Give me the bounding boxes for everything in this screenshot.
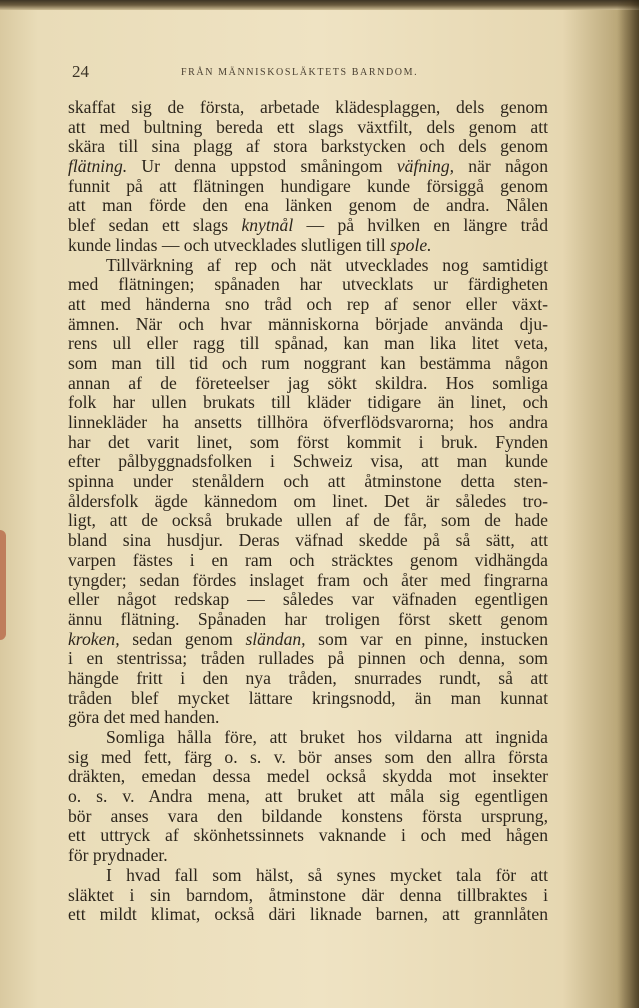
italic-term: väfning, xyxy=(396,156,455,177)
text-line: linnekläder ha ansetts tillhöra öfverflödsvarorna; hos andra xyxy=(68,412,548,432)
text-run: kunde lindas — och utvecklades slutligen till xyxy=(68,234,391,255)
text-line: spinna under stenåldern och att åtminstone detta sten- xyxy=(68,471,548,492)
text-line: efter pålbyggnadsfolken i Schweiz visa, att man kunde xyxy=(68,451,548,472)
text-line: bland sina husdjur. Deras väfnad skedde på så sätt, att xyxy=(68,530,548,551)
text-line: funnit på att flätningen hundigare kunde försiggå genom xyxy=(68,175,548,196)
page-top-edge xyxy=(0,0,639,10)
text-line: med flätningen; spånaden har utvecklats ur färdigheten xyxy=(68,274,548,295)
italic-term: flätning. xyxy=(68,156,128,177)
running-title: FRÅN MÄNNISKOSLÄKTETS BARNDOM. xyxy=(181,66,419,78)
text-line: skaffat sig de första, arbetade klädesplaggen, dels genom xyxy=(68,97,548,117)
text-line: folk har ullen brukats till kläder tidigare än linet, och xyxy=(68,392,548,413)
text-line: åldersfolk ägde kännedom om linet. Det är således tro- xyxy=(68,490,548,511)
text-line: hängde fritt i den nya tråden, snurrades rundt, så att xyxy=(68,667,548,688)
text-run: blef sedan ett slags xyxy=(68,215,242,236)
text-line: skära till sina plagg af stora barkstycken och dels genom xyxy=(68,136,548,157)
text-run: när någon xyxy=(454,156,548,177)
text-line: ligt, att de också brukade ullen af de får, som de hade xyxy=(68,510,548,531)
text-line xyxy=(68,630,548,650)
text-line xyxy=(68,157,548,177)
text-line: sig med fett, färg o. s. v. bör anses som den allra första xyxy=(68,746,548,767)
text-line: göra det med handen. xyxy=(68,707,220,728)
text-line: tråden blef mycket lättare kringsnodd, än man kunnat xyxy=(68,687,548,708)
text-line: o. s. v. Andra mena, att bruket att måla sig egentligen xyxy=(68,786,548,807)
text-line xyxy=(68,216,548,236)
text-line: ett mildt klimat, också däri liknade barnen, att grannlåten xyxy=(68,904,548,925)
italic-term: knytnål xyxy=(241,215,294,236)
italic-term: kroken, xyxy=(68,628,120,649)
text-line: har det varit linet, som först kommit i bruk. Fynden xyxy=(68,431,548,452)
text-line: bör anses vara den bildande konstens första ursprung, xyxy=(68,805,548,826)
text-line: Somliga hålla före, att bruket hos vildarna att ingnida xyxy=(106,727,548,747)
text-run: som var en pinne, instucken xyxy=(305,628,548,649)
text-line: att man förde den ena länken genom de andra. Nålen xyxy=(68,195,548,216)
italic-term: sländan, xyxy=(245,628,306,649)
spine-shadow xyxy=(617,0,639,1008)
text-line: i en stentrissa; tråden rullades på pinnen och denna, som xyxy=(68,648,548,669)
text-line: dräkten, emedan dessa medel också skydda mot insekter xyxy=(68,766,548,787)
text-line: varpen fästes i en ram och sträcktes genom vidhängda xyxy=(68,549,548,570)
text-run: sedan genom xyxy=(119,628,246,649)
text-run: Ur denna uppstod småningom xyxy=(127,156,397,177)
text-line: att med bultning bereda ett slags växtfilt, dels genom att xyxy=(68,116,548,137)
text-line: ännu flätning. Spånaden har troligen först skett genom xyxy=(68,608,548,629)
page-header xyxy=(72,62,550,82)
text-line: att med händerna sno tråd och rep af senor eller växt- xyxy=(68,293,548,314)
italic-term: spole. xyxy=(390,234,432,255)
text-line: rens ull eller ragg till spånad, kan man lika litet veta, xyxy=(68,333,548,354)
page-edge-mark xyxy=(0,530,6,640)
page-number: 24 xyxy=(72,62,89,81)
text-line: släktet i sin barndom, åtminstone där denna tillbraktes i xyxy=(68,884,548,905)
text-line: för prydnader. xyxy=(68,845,168,866)
text-line: Tillvärkning af rep och nät utvecklades nog samtidigt xyxy=(106,254,548,275)
text-line: ett uttryck af skönhetssinnets vaknande i och med hågen xyxy=(68,825,548,846)
body-text xyxy=(68,98,548,925)
text-line xyxy=(68,236,548,256)
text-run: — på hvilken en längre tråd xyxy=(293,215,548,236)
text-line: tyngder; sedan fördes inslaget fram och åter med fingrarna xyxy=(68,569,548,590)
text-line: eller något redskap — således var väfnaden egentligen xyxy=(68,589,548,610)
text-line: ämnen. När och hvar människorna började använda dju- xyxy=(68,313,548,334)
text-line: I hvad fall som hälst, så synes mycket tala för att xyxy=(106,864,548,885)
text-line: annan af de företeelser jag sökt skildra. Hos somliga xyxy=(68,372,548,393)
text-line: som man till tid och rum noggrant kan bestämma någon xyxy=(68,352,548,373)
